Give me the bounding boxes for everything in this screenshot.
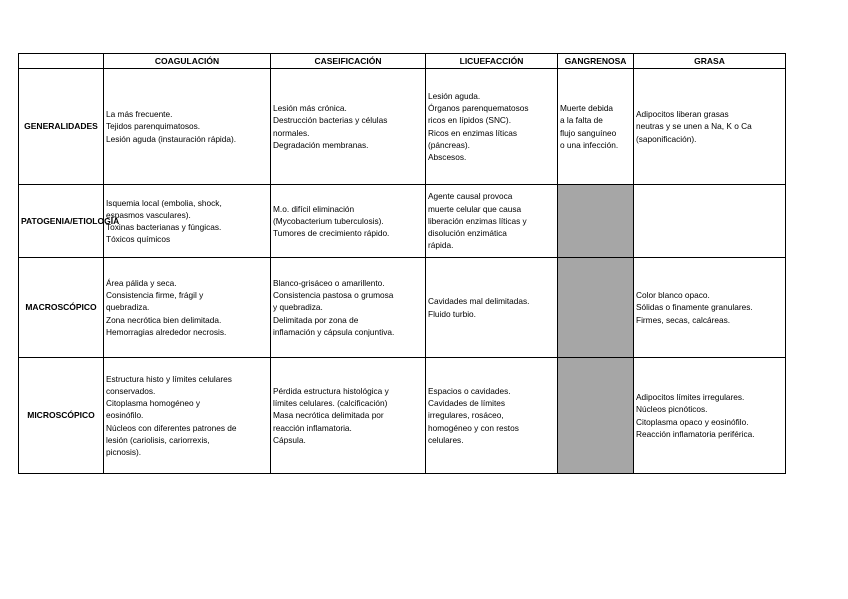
header-grasa: GRASA: [634, 54, 786, 69]
cell-coagulacion: [104, 185, 271, 258]
cell-line: Pérdida estructura histológica y: [273, 385, 389, 396]
row-microscopico: [19, 358, 786, 474]
header-empty: [19, 54, 104, 69]
cell-line: Reacción inflamatoria periférica.: [636, 428, 755, 439]
cell-gangrenosa: [558, 69, 634, 185]
cell-line: Tóxicos químicos: [106, 234, 171, 245]
row-generalidades: [19, 69, 786, 185]
cell-gangrenosa-empty: [558, 258, 634, 358]
cell-line: a la falta de: [560, 115, 603, 126]
cell-line: homogéneo y con restos: [428, 422, 519, 433]
cell-line: Delimitada por zona de: [273, 314, 359, 325]
cell-licuefaccion: [426, 358, 558, 474]
cell-line: Lesión más crónica.: [273, 103, 347, 114]
cell-line: Masa necrótica delimitada por: [273, 410, 384, 421]
necrosis-table: [18, 53, 786, 474]
cell-line: Consistencia pastosa o grumosa: [273, 290, 394, 301]
cell-coagulacion: [104, 69, 271, 185]
row-macroscopico: [19, 258, 786, 358]
cell-line: Tumores de crecimiento rápido.: [273, 228, 390, 239]
cell-coagulacion: [104, 258, 271, 358]
cell-line: Hemorragias alrededor necrosis.: [106, 326, 227, 337]
cell-line: Núcleos picnóticos.: [636, 404, 708, 415]
cell-caseificacion: [271, 258, 426, 358]
cell-line: inflamación y cápsula conjuntiva.: [273, 326, 395, 337]
cell-line: Cavidades mal delimitadas.: [428, 296, 530, 307]
cell-line: Isquemia local (embolia, shock,: [106, 197, 222, 208]
cell-line: Degradación membranas.: [273, 139, 369, 150]
cell-line: flujo sanguíneo: [560, 127, 617, 138]
cell-line: (Mycobacterium tuberculosis).: [273, 215, 384, 226]
cell-line: picnosis).: [106, 447, 142, 457]
row-label: MACROSCÓPICO: [19, 258, 104, 358]
cell-line: Estructura histo y límites celulares: [106, 373, 232, 384]
cell-line: lesión (cariolisis, cariorrexis,: [106, 434, 210, 445]
cell-line: Fluido turbio.: [428, 308, 476, 319]
cell-line: Citoplasma homogéneo y: [106, 398, 201, 409]
cell-line: Lesión aguda.: [428, 90, 481, 101]
cell-licuefaccion: [426, 258, 558, 358]
cell-licuefaccion: [426, 69, 558, 185]
row-label: PATOGENIA/ETIOLOGÍA: [19, 185, 104, 258]
cell-line: Tejidos parenquimatosos.: [106, 121, 201, 132]
cell-line: disolución enzimática: [428, 228, 507, 239]
cell-line: Cavidades de límites: [428, 398, 506, 409]
cell-line: Toxinas bacterianas y fúngicas.: [106, 222, 222, 232]
cell-line: La más frecuente.: [106, 109, 173, 120]
header-row: [19, 54, 786, 69]
cell-line: Citoplasma opaco y eosinófilo.: [636, 416, 749, 427]
cell-line: Adipocitos liberan grasas: [636, 109, 729, 120]
cell-gangrenosa-empty: [558, 185, 634, 258]
cell-line: Blanco-grisáceo o amarillento.: [273, 277, 385, 288]
cell-line: M.o. difícil eliminación: [273, 203, 355, 214]
cell-grasa: [634, 358, 786, 474]
cell-line: rápida.: [428, 240, 454, 251]
cell-line: conservados.: [106, 385, 156, 396]
cell-line: espasmos vasculares).: [106, 209, 191, 220]
cell-line: ricos en lípidos (SNC).: [428, 115, 511, 126]
header-coagulacion: COAGULACIÓN: [104, 54, 271, 69]
cell-caseificacion: [271, 358, 426, 474]
cell-line: normales.: [273, 127, 310, 138]
cell-line: irregulares, rosáceo,: [428, 410, 504, 421]
cell-line: Abscesos.: [428, 151, 467, 162]
cell-line: Ricos en enzimas líticas: [428, 127, 517, 138]
cell-line: Consistencia firme, frágil y: [106, 290, 204, 301]
cell-line: Núcleos con diferentes patrones de: [106, 422, 237, 433]
cell-line: Firmes, secas, calcáreas.: [636, 314, 731, 325]
row-patogenia: [19, 185, 786, 258]
cell-line: (saponificación).: [636, 133, 697, 144]
cell-line: Zona necrótica bien delimitada.: [106, 314, 222, 325]
cell-line: Área pálida y seca.: [106, 277, 177, 288]
cell-line: muerte celular que causa: [428, 203, 522, 214]
cell-licuefaccion: [426, 185, 558, 258]
cell-line: Lesión aguda (instauración rápida).: [106, 133, 237, 144]
header-gangrenosa: GANGRENOSA: [558, 54, 634, 69]
cell-line: Color blanco opaco.: [636, 290, 710, 301]
cell-line: eosinófilo.: [106, 410, 144, 421]
cell-grasa-empty: [634, 185, 786, 258]
cell-caseificacion: [271, 69, 426, 185]
cell-line: Agente causal provoca: [428, 191, 513, 202]
cell-line: Órganos parenquematosos: [428, 103, 529, 114]
cell-coagulacion: [104, 358, 271, 474]
cell-line: Adipocitos límites irregulares.: [636, 392, 745, 403]
header-licuefaccion: LICUEFACCIÓN: [426, 54, 558, 69]
cell-grasa: [634, 258, 786, 358]
cell-line: (páncreas).: [428, 139, 470, 150]
cell-grasa: [634, 69, 786, 185]
row-label: GENERALIDADES: [19, 69, 104, 185]
header-caseificacion: CASEIFICACIÓN: [271, 54, 426, 69]
cell-line: Sólidas o finamente granulares.: [636, 302, 753, 313]
cell-line: Cápsula.: [273, 434, 306, 445]
cell-line: celulares.: [428, 434, 464, 445]
cell-line: límites celulares. (calcificación): [273, 398, 388, 409]
cell-line: o una infección.: [560, 139, 619, 150]
cell-line: reacción inflamatoria.: [273, 422, 352, 433]
row-label: MICROSCÓPICO: [19, 358, 104, 474]
cell-line: Espacios o cavidades.: [428, 385, 511, 396]
cell-line: neutras y se unen a Na, K o Ca: [636, 121, 752, 132]
cell-line: Destrucción bacterias y células: [273, 115, 388, 126]
cell-line: Muerte debida: [560, 103, 614, 114]
cell-gangrenosa-empty: [558, 358, 634, 474]
cell-line: y quebradiza.: [273, 302, 323, 313]
cell-line: quebradiza.: [106, 302, 150, 313]
cell-caseificacion: [271, 185, 426, 258]
cell-line: liberación enzimas líticas y: [428, 215, 527, 226]
